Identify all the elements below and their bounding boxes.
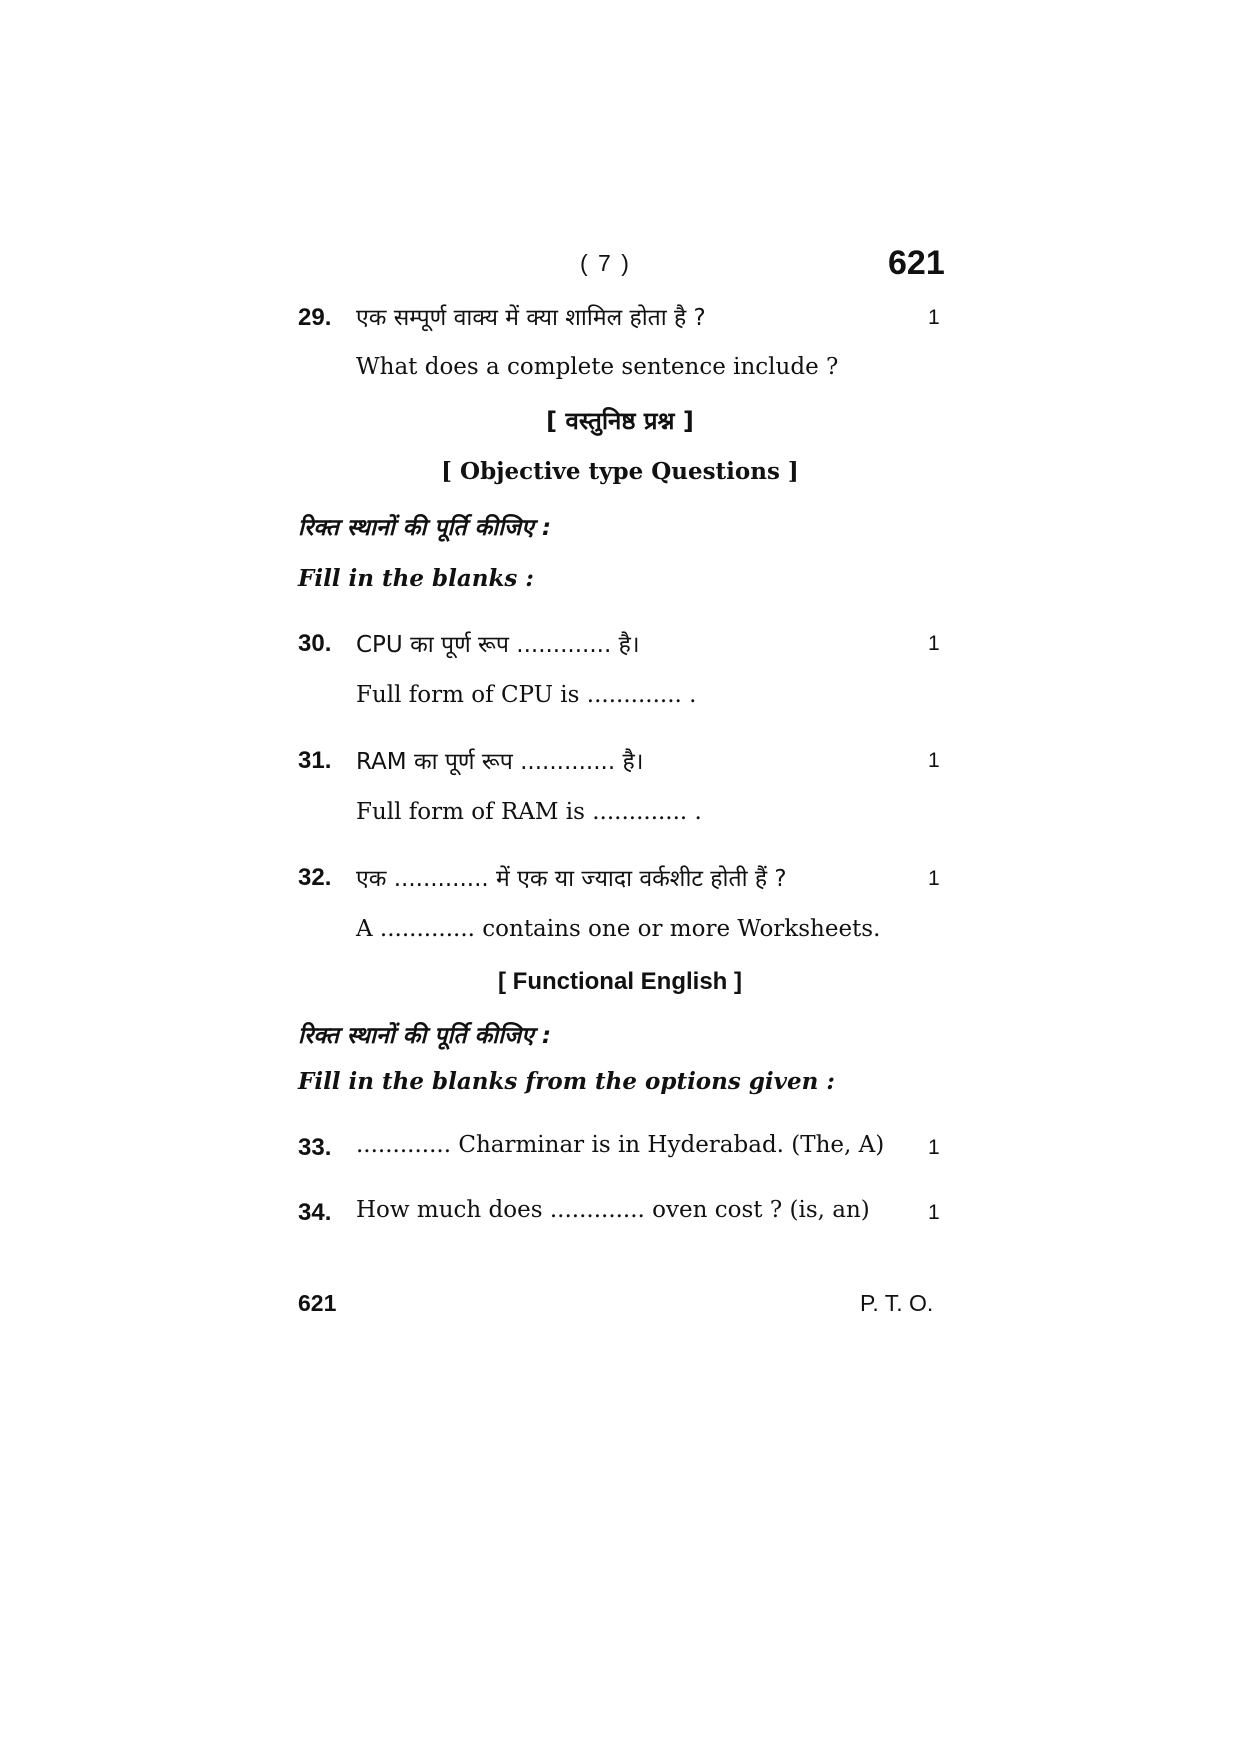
question-marks: 1 [928,1201,940,1224]
instruction-english: Fill in the blanks : [298,565,534,592]
question-hindi: RAM का पूर्ण रूप ............. है। [356,749,644,775]
question-number: 32. [298,864,332,891]
paper-code-top: 621 [888,244,945,282]
question-marks: 1 [928,1136,940,1159]
question-marks: 1 [928,749,940,772]
section-heading-hindi: [ वस्तुनिष्ठ प्रश्न ] [546,407,694,435]
question-hindi: एक सम्पूर्ण वाक्य में क्या शामिल होता है ? [356,305,706,331]
question-english: How much does ............. oven cost ? (is, an) [356,1197,870,1223]
instruction-hindi: रिक्त स्थानों की पूर्ति कीजिए : [298,1023,552,1049]
question-english: What does a complete sentence include ? [356,354,839,380]
question-marks: 1 [928,632,940,655]
footer-pto: P. T. O. [860,1290,934,1316]
section-heading-functional-english: [ Functional English ] [498,968,742,995]
instruction-english: Fill in the blanks from the options given : [298,1068,835,1095]
footer-paper-code: 621 [298,1290,337,1316]
instruction-hindi: रिक्त स्थानों की पूर्ति कीजिए : [298,515,552,541]
question-number: 29. [298,304,332,331]
page-number: ( 7 ) [580,250,631,276]
question-english: Full form of CPU is ............. . [356,682,697,708]
question-hindi: CPU का पूर्ण रूप ............. है। [356,632,640,658]
question-marks: 1 [928,867,940,890]
question-number: 34. [298,1199,332,1226]
question-number: 30. [298,630,332,657]
question-marks: 1 [928,306,940,329]
question-english: A ............. contains one or more Worksheets. [356,916,881,942]
question-english: Full form of RAM is ............. . [356,799,702,825]
question-number: 31. [298,747,332,774]
question-english: ............. Charminar is in Hyderabad. (The, A) [356,1132,885,1158]
question-number: 33. [298,1134,332,1161]
section-heading-english: [ Objective type Questions ] [441,458,799,485]
question-hindi: एक ............. में एक या ज्यादा वर्कशीट होती हैं ? [356,866,787,892]
